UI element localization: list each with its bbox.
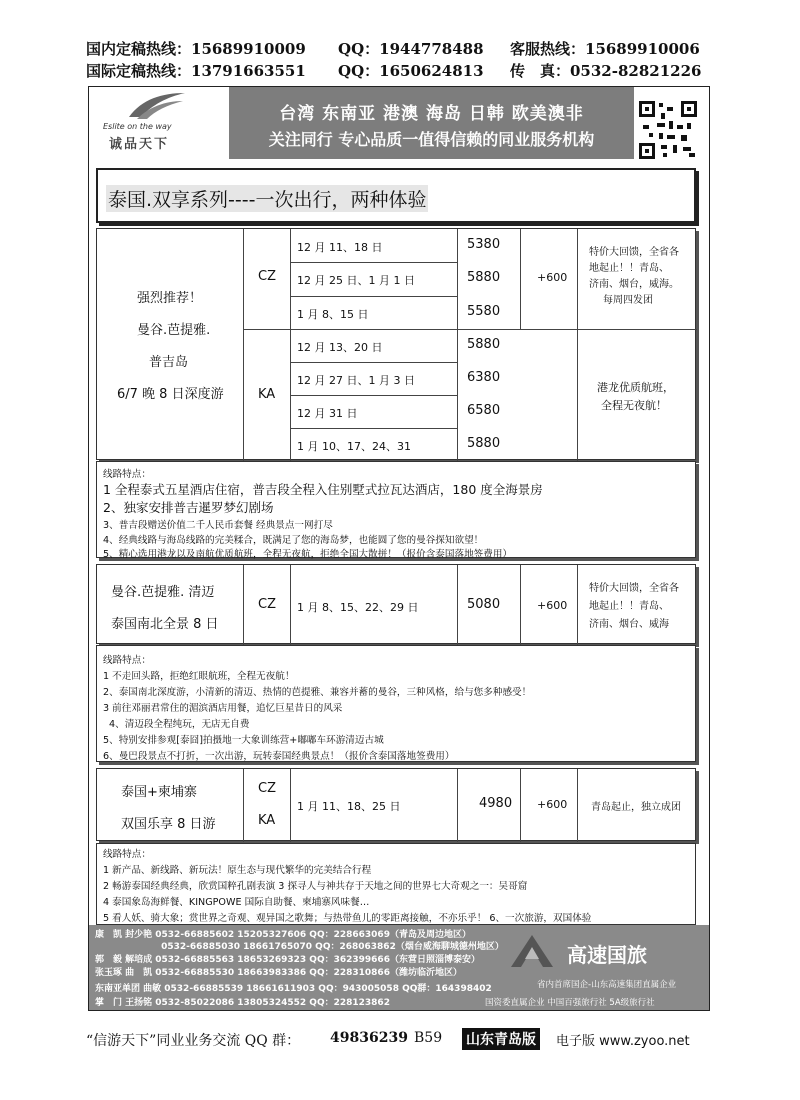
bottom-line — [86, 1028, 716, 1052]
p3-feature-4: 5 看人妖、骑大象；赏世界之奇观、观异国之歌舞；与热带鱼儿的零距离接触，不亦乐乎！ 6、一次旅游，双国体验 — [103, 913, 592, 924]
p3-price: 4980 — [479, 796, 513, 811]
p1-cz-price-1: 5380 — [467, 237, 501, 252]
qq-group-label: “信游天下”同业业务交流 QQ 群： — [86, 1033, 301, 1049]
p1-name-line-1: 强烈推荐！ — [137, 291, 203, 306]
p1-ka-price-4: 5880 — [467, 436, 501, 451]
intl-hotline: 国际定稿热线：13791663551 — [86, 62, 306, 80]
p2-surcharge: +600 — [537, 599, 568, 612]
series-title-box — [96, 168, 696, 223]
p3-surcharge: +600 — [537, 798, 568, 811]
p2-name-line-2: 泰国南北全景 8 日 — [111, 617, 219, 632]
logo-cn: 诚品天下 — [109, 137, 170, 152]
p3-feature-2: 2 畅游泰国经典经典，欣赏国粹孔剧表演 3 探寻人与神共存于天地之间的世界七大奇观之一：吴哥窟 — [103, 881, 528, 892]
p2-note-1: 特价大回馈，全省各 — [589, 583, 679, 594]
p2-date: 1 月 8、15、22、29 日 — [297, 601, 419, 614]
agency-footer — [89, 925, 709, 1010]
page-number: B59 — [414, 1030, 443, 1046]
p3-features-title: 线路特点： — [103, 849, 151, 860]
product-1-table — [96, 228, 696, 460]
p2-feature-1: 1 不走回头路，拒绝红眼航班，全程无夜航！ — [103, 671, 295, 682]
p1-cz-note-1: 特价大回馈，全省各 — [589, 247, 679, 258]
p3-feature-1: 1 新产品、新线路、新玩法！原生态与现代繁华的完美结合行程 — [103, 865, 372, 876]
p1-ka-note-1: 港龙优质航班， — [597, 381, 674, 394]
p1-cz-note-4: 每周四发团 — [603, 295, 653, 306]
p1-cz-date-3: 1 月 8、15 日 — [297, 308, 369, 321]
p1-cz-price-2: 5880 — [467, 270, 501, 285]
p1-ka-date-4: 1 月 10、17、24、31 — [297, 440, 411, 453]
product-3-features — [96, 843, 696, 925]
wing-logo-icon — [127, 91, 187, 121]
p1-ka-price-2: 6380 — [467, 370, 501, 385]
gaosu-sub-2: 国资委直属企业 中国百强旅行社 5A级旅行社 — [485, 998, 655, 1008]
p2-features-title: 线路特点： — [103, 655, 151, 666]
gaosu-logo-icon — [509, 933, 555, 969]
contact-line-4: 张玉琢 曲 凯 0532-66885530 18663983386 QQ：228310866（潍坊临沂地区） — [95, 968, 462, 978]
p1-name-line-3: 普吉岛 — [149, 355, 189, 370]
p1-cz-price-3: 5580 — [467, 304, 501, 319]
p1-name-line-2: 曼谷.芭提雅. — [137, 323, 211, 338]
edition-label: 山东青岛版 — [462, 1028, 540, 1050]
p2-feature-6: 6、曼巴段景点不打折，一次出游，玩转泰国经典景点！（报价含泰国落地签费用） — [103, 751, 455, 762]
p3-note: 青岛起止，独立成团 — [591, 802, 681, 813]
p1-ka-date-1: 12 月 13、20 日 — [297, 341, 383, 354]
p1-feature-4: 4、经典线路与海岛线路的完美糅合，既满足了您的海岛梦，也能圆了您的曼谷探知欲望！ — [103, 535, 484, 546]
intl-qq: QQ：1650624813 — [338, 62, 484, 80]
logo — [97, 87, 227, 159]
banner-destinations: 台湾 东南亚 港澳 海岛 日韩 欧美澳非 — [279, 104, 584, 124]
service-hotline: 客服热线：15689910006 — [510, 40, 700, 58]
banner-bar — [229, 87, 634, 159]
p1-feature-3: 3、普吉段赠送价值二千人民币套餐 经典景点一网打尽 — [103, 520, 333, 531]
p1-feature-1: 1 全程泰式五星酒店住宿，普吉段全程入住别墅式拉瓦达酒店，180 度全海景房 — [103, 482, 543, 497]
p2-airline: CZ — [258, 597, 276, 612]
series-title: 泰国.双享系列----一次出行，两种体验 — [106, 185, 428, 212]
p2-price: 5080 — [467, 597, 501, 612]
p2-name-line-1: 曼谷.芭提雅. 清迈 — [111, 585, 215, 600]
p3-name-line-1: 泰国+柬埔寨 — [121, 785, 197, 800]
p1-features-title: 线路特点： — [103, 469, 151, 480]
banner-slogan: 关注同行 专心品质一值得信赖的同业服务机构 — [268, 130, 595, 149]
p2-feature-5: 5、特别安排参观[泰囧]拍摄地一大象训练营+嘟嘟车环游清迈古城 — [103, 735, 384, 746]
p3-feature-3: 4 泰国象岛海鲜餐、KINGPOWE 国际自助餐、柬埔寨风味餐… — [103, 897, 370, 908]
p2-note-2: 地起止！！青岛、 — [589, 601, 669, 612]
contact-line-2: 0532-66885030 18661765070 QQ：268063862（烟台威海聊城德州地区） — [95, 942, 504, 952]
logo-en: Eslite on the way — [103, 122, 172, 131]
contact-line-1: 康 凯 封少艳 0532-66885602 15205327606 QQ：228663069（青岛及周边地区） — [95, 930, 471, 940]
contact-line-6: 掌 门 王扬铭 0532-85022086 13805324552 QQ：228123862 — [95, 998, 390, 1008]
contact-line-5: 东南亚单团 曲敏 0532-66885539 18661611903 QQ：943005058 QQ群：164398402 — [95, 984, 492, 994]
p1-ka-date-2: 12 月 27 日、1 月 3 日 — [297, 374, 415, 387]
p1-surcharge: +600 — [537, 271, 568, 284]
p1-airline-cz: CZ — [258, 269, 276, 284]
gaosu-sub-1: 省内首席国企-山东高速集团直属企业 — [537, 980, 677, 990]
p2-feature-2: 2、泰国南北深度游，小清新的清迈、热情的芭提雅、兼容并蓄的曼谷，三种风格，给与您多种感受！ — [103, 687, 532, 698]
qr-code-icon — [638, 101, 698, 159]
p1-name-line-4: 6/7 晚 8 日深度游 — [117, 387, 224, 402]
p1-ka-note-2: 全程无夜航！ — [601, 399, 667, 412]
p3-airline-2: KA — [258, 813, 276, 828]
p3-date: 1 月 11、18、25 日 — [297, 800, 401, 813]
product-1-features — [96, 461, 696, 558]
p1-ka-price-3: 6580 — [467, 403, 501, 418]
website: 电子版 www.zyoo.net — [556, 1034, 690, 1049]
p1-cz-note-3: 济南、烟台，威海。 — [589, 279, 679, 290]
domestic-qq: QQ：1944778488 — [338, 40, 484, 58]
p1-ka-price-1: 5880 — [467, 337, 501, 352]
p2-feature-3: 3 前往邓丽君常住的湄滨酒店用餐，追忆巨星昔日的风采 — [103, 703, 343, 714]
p1-feature-2: 2、独家安排普吉暹罗梦幻剧场 — [103, 500, 274, 515]
contact-line-3: 郭 毅 解培成 0532-66885563 18653269323 QQ：362399666（东营日照淄博泰安） — [95, 955, 480, 965]
p1-cz-date-1: 12 月 11、18 日 — [297, 241, 383, 254]
p3-name-line-2: 双国乐享 8 日游 — [121, 817, 216, 832]
product-3-table — [96, 768, 696, 841]
qq-group-number: 49836239 — [330, 1030, 408, 1046]
p1-feature-5: 5、精心选用港龙以及南航优质航班，全程无夜航，拒绝全国大散拼！（报价含泰国落地签费用） — [103, 549, 513, 560]
domestic-hotline: 国内定稿热线：15689910009 — [86, 40, 306, 58]
p2-note-3: 济南、烟台、威海 — [589, 619, 669, 630]
p1-airline-ka: KA — [258, 387, 276, 402]
p1-cz-note-2: 地起止！！青岛、 — [589, 263, 669, 274]
banner — [97, 87, 700, 159]
gaosu-name: 高速国旅 — [567, 943, 647, 967]
fax-number: 传 真：0532-82821226 — [510, 62, 702, 80]
product-2-table — [96, 564, 696, 644]
product-2-features — [96, 645, 696, 762]
p2-feature-4: 4、清迈段全程纯玩，无店无自费 — [109, 719, 250, 730]
p1-ka-date-3: 12 月 31 日 — [297, 407, 358, 420]
p1-cz-date-2: 12 月 25 日、1 月 1 日 — [297, 274, 415, 287]
p3-airline-1: CZ — [258, 781, 276, 796]
